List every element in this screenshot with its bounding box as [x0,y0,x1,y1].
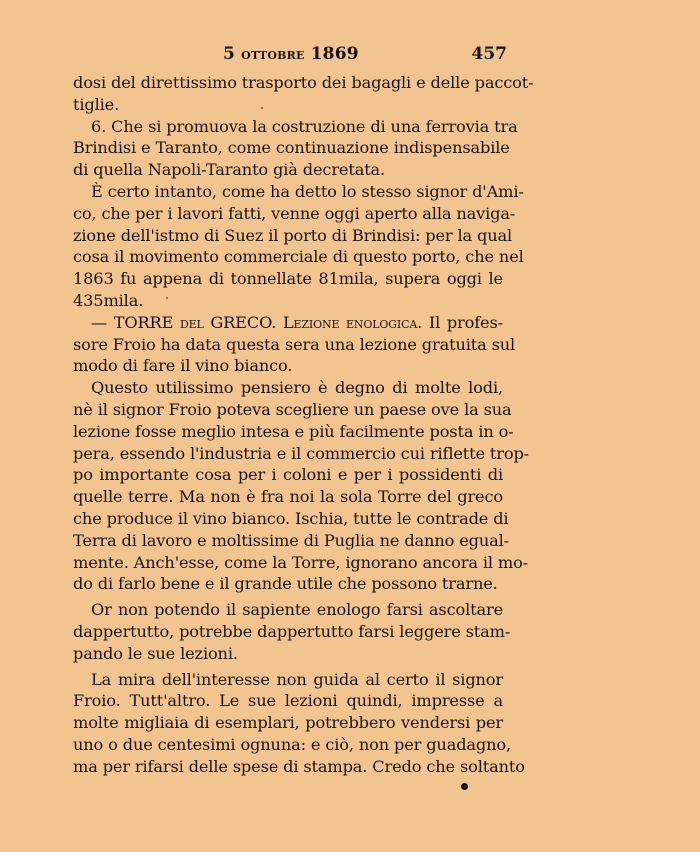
text-line: do di farlo bene e il grande utile che possono trarne. [73,574,498,594]
header-date [223,44,359,64]
page-number: 457 [471,44,507,64]
text-line: modo di fare il vino bianco. [73,356,293,376]
ink-dot-mark [461,783,468,790]
text-line: Terra di lavoro e moltissime di Puglia ne danno egual- [73,530,509,550]
text-line: molte migliaia di esemplari, potrebbero vendersi per [73,713,503,733]
text-line: Or non potendo il sapiente enologo farsi ascoltare [91,600,503,620]
text-line: La mira dell'interesse non guida al certo il signor [91,669,503,689]
text-line: Brindisi e Taranto, come continuazione indispensabile [73,138,510,158]
document-page [73,44,534,778]
text-line: po importante cosa per i coloni e per i possidenti di [73,465,503,485]
paper-speck [261,107,263,109]
section-title-greco: GRECO. [203,312,283,332]
header-date-year: 1869 [310,44,359,64]
text-line: 435mila. [73,290,144,310]
text-line: pando le sue lezioni. [73,643,238,663]
text-line: cosa il movimento commerciale di questo porto, che nel [73,247,524,267]
section-text-start: Il profes- [422,312,503,332]
text-line: dosi del direttissimo trasporto dei bagagli e delle paccot- [73,73,534,92]
text-line: È certo intanto, come ha detto lo stesso signor d'Ami- [91,181,524,201]
text-line: sore Froio ha data questa sera una lezione gratuita sul [73,334,516,354]
text-line: co, che per i lavori fatti, venne oggi aperto alla naviga- [73,203,516,223]
text-line: uno o due centesimi ognuna: e ciò, non per guadagno, [73,734,511,754]
section-heading-line [73,312,503,334]
text-line: 6. Che si promuova la costruzione di una ferrovia tra [91,116,518,136]
header-date-month: ottobre [241,45,305,63]
text-line: tiglie. [73,94,120,114]
text-line: di quella Napoli-Taranto già decretata. [73,160,386,180]
text-line: nè il signor Froio poteva scegliere un paese ove la sua [73,399,512,419]
page-header [73,44,507,66]
text-line: lezione fosse meglio intesa e più facilmente posta in o- [73,421,514,441]
text-line: zione dell'istmo di Suez il porto di Brindisi: per la qual [73,225,513,245]
text-line: 1863 fu appena di tonnellate 81mila, supera oggi le [73,269,503,289]
text-line: Questo utilissimo pensiero è degno di molte lodi, [91,378,503,398]
text-line: pera, essendo l'industria e il commercio cui riflette trop- [73,443,529,463]
text-line: Froio. Tutt'altro. Le sue lezioni quindi, impresse a [73,691,503,711]
text-line: quelle terre. Ma non è fra noi la sola Torre del greco [73,487,503,507]
paper-speck [166,297,168,299]
section-subtitle: Lezione enologica. [282,312,423,332]
text-line: ma per rifarsi delle spese di stampa. Credo che soltanto [73,756,525,776]
section-title-torre: — TORRE [91,312,180,332]
body-text [73,72,534,778]
header-date-day: 5 [223,44,236,64]
section-title-del: del [179,312,204,332]
text-line: che produce il vino bianco. Ischia, tutte le contrade di [73,508,509,528]
text-line: dappertutto, potrebbe dappertutto farsi leggere stam- [73,621,511,641]
text-line: mente. Anch'esse, come la Torre, ignorano ancora il mo- [73,552,528,572]
